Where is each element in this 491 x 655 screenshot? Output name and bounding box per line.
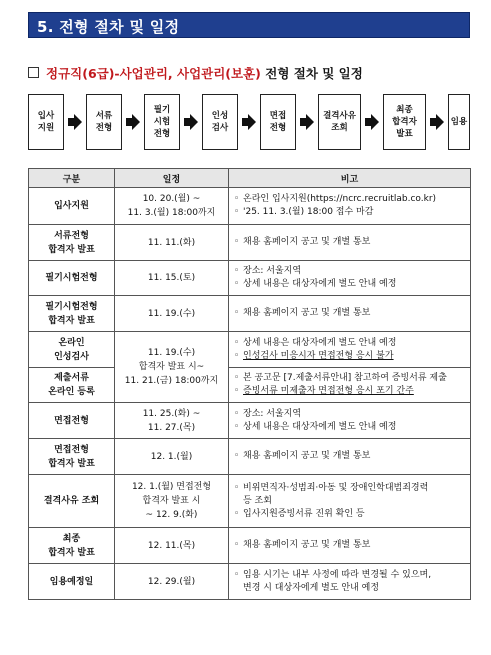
row-notes	[229, 261, 471, 296]
step-personality-test: 인성 검사	[202, 94, 238, 150]
row-date: 12. 29.(월)	[115, 564, 229, 600]
row-notes	[229, 439, 471, 475]
step-written-test: 필기 시험 전형	[144, 94, 180, 150]
arrow-right-icon	[184, 114, 198, 130]
row-date: 11. 19.(수)	[115, 296, 229, 332]
row-date: 11. 11.(화)	[115, 225, 229, 261]
step-apply: 입사 지원	[28, 94, 64, 150]
table-row	[29, 332, 471, 368]
row-name: 최종 합격자 발표	[29, 528, 115, 564]
subtitle-suffix: 전형 절차 및 일정	[260, 66, 363, 81]
row-name: 임용예정일	[29, 564, 115, 600]
row-name: 면접전형 합격자 발표	[29, 439, 115, 475]
row-notes	[229, 188, 471, 225]
row-name: 결격사유 조회	[29, 475, 115, 528]
arrow-right-icon	[300, 114, 314, 130]
row-notes	[229, 564, 471, 600]
note-item: ◦ 장소: 서울지역	[234, 265, 470, 278]
row-date: 11. 25.(화) ~ 11. 27.(목)	[115, 403, 229, 439]
note-item: ◦ 임용 시기는 내부 사정에 따라 변경될 수 있으며, 변경 시 대상자에게 별도 안내 예정	[234, 569, 470, 595]
step-interview: 면접 전형	[260, 94, 296, 150]
note-item: ◦ 본 공고문 [7.제출서류안내] 참고하여 증빙서류 제출	[234, 372, 470, 385]
header-remarks: 비고	[229, 169, 471, 188]
table-row	[29, 475, 471, 528]
note-item: ◦ 채용 홈페이지 공고 및 개별 통보	[234, 539, 470, 552]
table-row	[29, 564, 471, 600]
table-row	[29, 296, 471, 332]
row-date: 11. 19.(수) 합격자 발표 시~ 11. 21.(금) 18:00까지	[115, 332, 229, 403]
row-name: 필기시험전형	[29, 261, 115, 296]
row-notes	[229, 403, 471, 439]
row-name: 서류전형 합격자 발표	[29, 225, 115, 261]
step-document: 서류 전형	[86, 94, 122, 150]
note-item: ◦ 상세 내용은 대상자에게 별도 안내 예정	[234, 278, 470, 291]
row-notes	[229, 332, 471, 368]
row-name: 온라인 인성검사	[29, 332, 115, 368]
row-date: 11. 15.(토)	[115, 261, 229, 296]
table-row	[29, 261, 471, 296]
arrow-right-icon	[365, 114, 379, 130]
step-final-announcement: 최종 합격자 발표	[383, 94, 426, 150]
table-row	[29, 368, 471, 403]
row-name: 입사지원	[29, 188, 115, 225]
row-notes	[229, 225, 471, 261]
table-row	[29, 403, 471, 439]
table-row	[29, 188, 471, 225]
note-item: ◦ 채용 홈페이지 공고 및 개별 통보	[234, 307, 470, 320]
table-row	[29, 528, 471, 564]
schedule-table	[28, 168, 471, 600]
header-category: 구분	[29, 169, 115, 188]
note-item: ◦ 인성검사 미응시자 면접전형 응시 불가	[234, 350, 470, 363]
arrow-right-icon	[68, 114, 82, 130]
note-item: ◦ 비위면직자·성범죄·아동 및 장애인학대범죄경력 등 조회	[234, 482, 470, 508]
arrow-right-icon	[430, 114, 444, 130]
table-row	[29, 225, 471, 261]
row-notes	[229, 475, 471, 528]
row-date: 10. 20.(월) ~ 11. 3.(월) 18:00까지	[115, 188, 229, 225]
note-item: ◦ 채용 홈페이지 공고 및 개별 통보	[234, 236, 470, 249]
note-item: ◦ 상세 내용은 대상자에게 별도 안내 예정	[234, 421, 470, 434]
section-header	[28, 12, 470, 38]
note-item: ◦ 상세 내용은 대상자에게 별도 안내 예정	[234, 337, 470, 350]
arrow-right-icon	[242, 114, 256, 130]
note-item: ◦ 입사지원증빙서류 진위 확인 등	[234, 508, 470, 521]
row-name: 제출서류 온라인 등록	[29, 368, 115, 403]
subtitle-position: 정규직(6급)-사업관리, 사업관리(보훈)	[46, 66, 261, 81]
table-row	[29, 439, 471, 475]
step-disqualification-check: 결격사유 조회	[318, 94, 361, 150]
subtitle	[28, 64, 363, 82]
row-date: 12. 1.(월) 면접전형 합격자 발표 시 ~ 12. 9.(화)	[115, 475, 229, 528]
note-item: ◦ 장소: 서울지역	[234, 408, 470, 421]
row-notes	[229, 528, 471, 564]
arrow-right-icon	[126, 114, 140, 130]
step-appointment: 임용	[448, 94, 470, 150]
row-notes	[229, 296, 471, 332]
checkbox-square-icon	[28, 67, 39, 78]
note-item: ◦ '25. 11. 3.(월) 18:00 접수 마감	[234, 206, 470, 219]
row-name: 면접전형	[29, 403, 115, 439]
note-item: ◦ 채용 홈페이지 공고 및 개별 통보	[234, 450, 470, 463]
row-date: 12. 1.(월)	[115, 439, 229, 475]
note-item: ◦ 증빙서류 미제출자 면접전형 응시 포기 간주	[234, 385, 470, 398]
process-flow	[28, 94, 470, 150]
note-item: ◦ 온라인 입사지원(https://ncrc.recruitlab.co.kr)	[234, 193, 470, 206]
row-name: 필기시험전형 합격자 발표	[29, 296, 115, 332]
header-schedule: 일정	[115, 169, 229, 188]
row-date: 12. 11.(목)	[115, 528, 229, 564]
row-notes	[229, 368, 471, 403]
section-title: 5. 전형 절차 및 일정	[37, 18, 180, 36]
